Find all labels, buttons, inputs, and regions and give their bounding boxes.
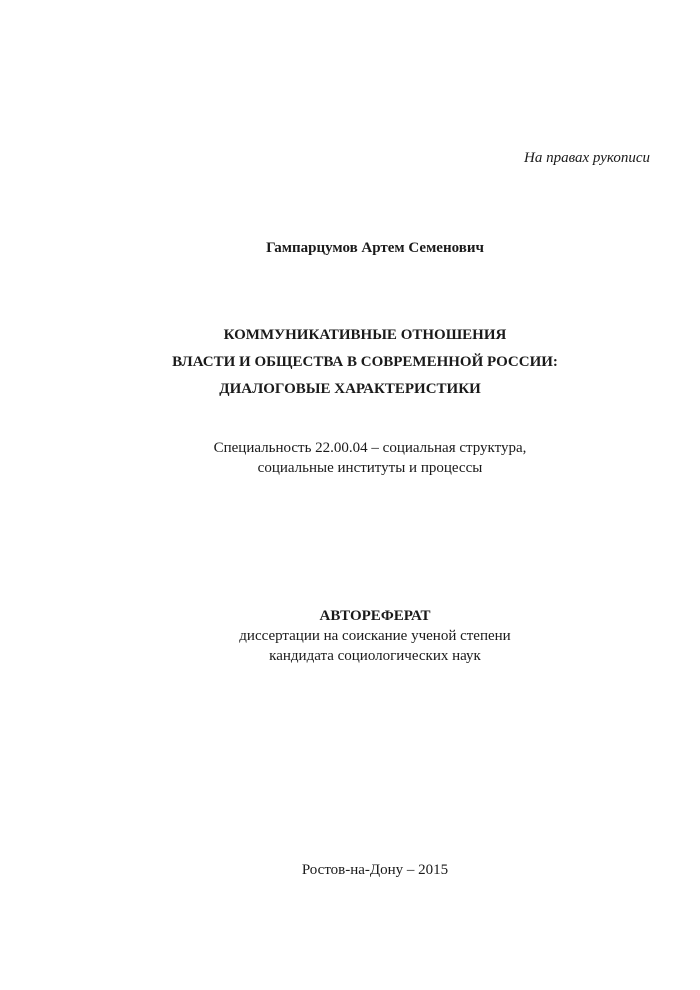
abstract-line: диссертации на соискание ученой степени xyxy=(239,628,511,644)
specialty-line: социальные институты и процессы xyxy=(257,460,483,476)
dissertation-title xyxy=(0,322,700,403)
title-line: ВЛАСТИ И ОБЩЕСТВА В СОВРЕМЕННОЙ РОССИИ: xyxy=(172,354,558,370)
specialty-line: Специальность 22.00.04 – социальная структура, xyxy=(213,440,527,456)
place-and-year: Ростов-на-Дону – 2015 xyxy=(301,862,449,878)
author-name: Гампарцумов Артем Семенович xyxy=(266,240,484,256)
abstract-block xyxy=(0,606,700,666)
abstract-line: кандидата социологических наук xyxy=(269,648,481,664)
title-line: КОММУНИКАТИВНЫЕ ОТНОШЕНИЯ xyxy=(223,327,507,343)
manuscript-note: На правах рукописи xyxy=(524,150,650,166)
abstract-heading: АВТОРЕФЕРАТ xyxy=(319,608,431,624)
specialty-block xyxy=(0,438,700,478)
title-line: ДИАЛОГОВЫЕ ХАРАКТЕРИСТИКИ xyxy=(219,381,481,397)
